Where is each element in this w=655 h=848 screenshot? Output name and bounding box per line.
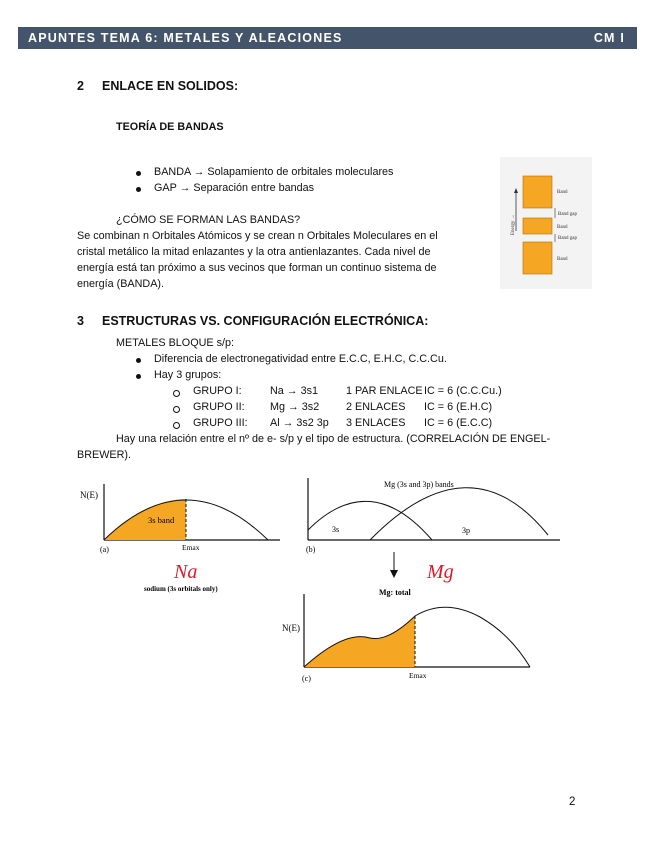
graph-b-title: Mg (3s and 3p) bands [384, 480, 454, 489]
band1-label: 3s [332, 525, 340, 534]
graph-a [80, 484, 280, 593]
handwritten-mg: Mg [427, 561, 454, 583]
3s-curve [308, 501, 432, 540]
ylabel: N(E) [80, 490, 98, 500]
panel-tag: (b) [306, 545, 316, 554]
paragraph-line: energía (BANDA). [77, 278, 165, 290]
bullet-dot [136, 187, 141, 192]
group-bonds: 1 PAR ENLACE [346, 385, 423, 397]
graph-c [282, 594, 530, 683]
paragraph-line: energía está tan próximo a sus vecinos que forman un continuo sistema de [77, 262, 437, 274]
bullet-gap: GAP → Separación entre bandas [154, 182, 315, 194]
gap-label: Band gap [558, 212, 578, 217]
group-ic: IC = 6 (C.C.Cu.) [424, 385, 502, 397]
band2-label: 3p [462, 526, 470, 535]
group-name: GRUPO I: [193, 385, 242, 397]
section3-subtitle: METALES BLOQUE s/p: [116, 337, 235, 349]
group-bonds: 2 ENLACES [346, 401, 406, 413]
sub-bullet [173, 422, 180, 429]
band-label: 3s band [148, 515, 175, 525]
group-elem: Mg → 3s2 [270, 401, 320, 413]
handwritten-na: Na [174, 561, 198, 583]
bullet-dot [136, 358, 141, 363]
arrow-head [390, 570, 398, 578]
sub-bullet [173, 406, 180, 413]
bullet-electronegativity: Diferencia de electronegatividad entre E.C.C, E.H.C, C.C.Cu. [154, 353, 447, 365]
sub-bullet [173, 390, 180, 397]
ylabel: N(E) [282, 623, 300, 633]
panel-tag: (c) [302, 674, 311, 683]
bullet-groups: Hay 3 grupos: [154, 369, 222, 381]
band-rect-middle [523, 218, 552, 234]
energy-label: Energy → [511, 214, 516, 235]
emax-label: Emax [409, 671, 427, 680]
section3-number: 3 [77, 314, 84, 328]
section2-number: 2 [77, 79, 84, 93]
section2-title: ENLACE EN SOLIDOS: [102, 79, 239, 93]
page-number: 2 [569, 796, 576, 808]
group-ic: IC = 6 (E.C.C) [424, 417, 493, 429]
section2-subtitle: TEORÍA DE BANDAS [116, 121, 224, 133]
group-bonds: 3 ENLACES [346, 417, 406, 429]
band-label: Band [557, 257, 568, 262]
filled-total-band [304, 616, 415, 667]
graph-b [306, 478, 560, 597]
band-rect-bottom [523, 242, 552, 274]
caption: sodium (3s orbitals only) [144, 585, 218, 593]
density-of-states-figures [70, 470, 590, 690]
gap-label: Band gap [558, 236, 578, 241]
relation-line: BREWER). [77, 449, 131, 461]
band-label: Band [557, 190, 568, 195]
paragraph-line: Se combinan n Orbitales Atómicos y se crean n Orbitales Moleculares en el [77, 230, 438, 242]
header-title: APUNTES TEMA 6: METALES Y ALEACIONES [28, 31, 343, 45]
group-name: GRUPO II: [193, 401, 245, 413]
emax-label: Emax [182, 543, 200, 552]
section3-title: ESTRUCTURAS VS. CONFIGURACIÓN ELECTRÓNICA: [102, 314, 429, 328]
bullet-dot [136, 374, 141, 379]
band-label: Band [557, 225, 568, 230]
question: ¿CÓMO SE FORMAN LAS BANDAS? [116, 214, 301, 226]
band-diagram [500, 157, 592, 289]
group-elem: Na → 3s1 [270, 385, 319, 397]
group-name: GRUPO III: [193, 417, 248, 429]
header-right: CM I [593, 31, 625, 45]
bullet-banda: BANDA → Solapamiento de orbitales moleculares [154, 166, 394, 178]
group-elem: Al → 3s2 3p [270, 417, 329, 429]
page-header [18, 27, 637, 49]
relation-line: Hay una relación entre el nº de e- s/p y el tipo de estructura. (CORRELACIÓN DE ENGEL- [116, 433, 551, 445]
band-rect-top [523, 176, 552, 208]
graph-c-title: Mg: total [379, 588, 411, 597]
3p-curve [370, 488, 548, 540]
bullet-dot [136, 171, 141, 176]
paragraph-line: cristal metálico la mitad enlazantes y la otra antienlazantes. Cada nivel de [77, 246, 431, 258]
panel-tag: (a) [100, 545, 109, 554]
group-ic: IC = 6 (E.H.C) [424, 401, 493, 413]
